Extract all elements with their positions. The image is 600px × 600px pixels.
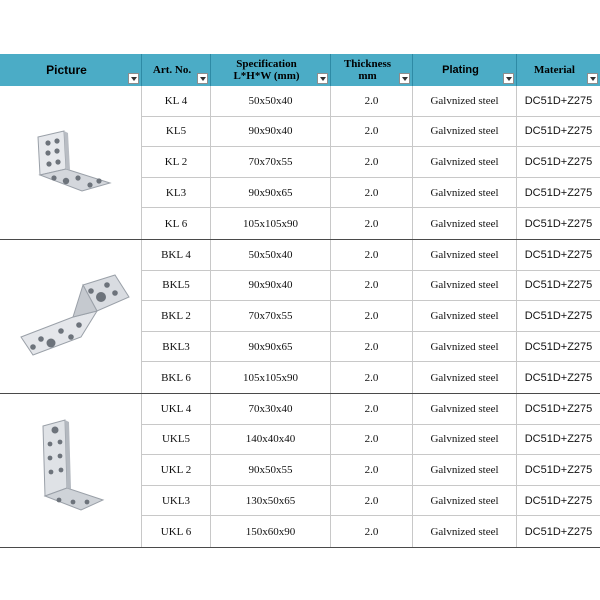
- art-no-cell: UKL 2: [142, 455, 211, 485]
- plating-cell: Galvnized steel: [413, 332, 517, 362]
- material-cell: DC51D+Z275: [524, 125, 593, 138]
- header-specification: [211, 54, 331, 86]
- thickness-cell: 2.0: [331, 455, 413, 485]
- spec-cell: 105x105x90: [211, 362, 331, 393]
- material-cell: DC51D+Z275: [524, 94, 593, 107]
- filter-dropdown-icon[interactable]: [587, 73, 598, 84]
- header-material: [517, 54, 600, 86]
- thickness-cell: 2.0: [331, 147, 413, 177]
- art-no-cell: UKL5: [142, 425, 211, 455]
- plating-cell: Galvnized steel: [413, 425, 517, 455]
- material-cell: DC51D+Z275: [524, 433, 593, 446]
- header-specification-unit: L*H*W (mm): [233, 70, 300, 82]
- header-art-no-label: Art. No.: [152, 64, 192, 76]
- material-cell: DC51D+Z275: [524, 217, 593, 230]
- art-no-cell: UKL 6: [142, 516, 211, 547]
- art-no-cell: KL 4: [142, 86, 211, 116]
- art-no-cell: BKL5: [142, 271, 211, 301]
- spec-cell: 90x90x40: [211, 117, 331, 147]
- material-cell: DC51D+Z275: [524, 371, 593, 384]
- filter-dropdown-icon[interactable]: [399, 73, 410, 84]
- header-thickness-unit: mm: [358, 70, 377, 82]
- table-row: [142, 332, 600, 363]
- thickness-cell: 2.0: [331, 178, 413, 208]
- spec-cell: 150x60x90: [211, 516, 331, 547]
- table-row: [142, 208, 600, 239]
- table-header-row: [0, 54, 600, 86]
- plating-cell: Galvnized steel: [413, 516, 517, 547]
- table-row: [142, 147, 600, 178]
- table-row: [142, 486, 600, 517]
- plating-cell: Galvnized steel: [413, 240, 517, 270]
- plating-cell: Galvnized steel: [413, 271, 517, 301]
- spec-cell: 90x50x55: [211, 455, 331, 485]
- material-cell: DC51D+Z275: [524, 155, 593, 168]
- product-table: [0, 54, 600, 548]
- header-plating: [413, 54, 517, 86]
- plating-cell: Galvnized steel: [413, 117, 517, 147]
- header-art-no: [142, 54, 211, 86]
- product-picture: [0, 240, 142, 393]
- plating-cell: Galvnized steel: [413, 394, 517, 424]
- art-no-cell: UKL 4: [142, 394, 211, 424]
- art-no-cell: BKL 4: [142, 240, 211, 270]
- material-cell: DC51D+Z275: [524, 525, 593, 538]
- table-row: [142, 455, 600, 486]
- product-group-kl: [0, 86, 600, 240]
- plating-cell: Galvnized steel: [413, 362, 517, 393]
- plating-cell: Galvnized steel: [413, 86, 517, 116]
- art-no-cell: KL 6: [142, 208, 211, 239]
- material-cell: DC51D+Z275: [524, 494, 593, 507]
- material-cell: DC51D+Z275: [524, 309, 593, 322]
- product-group-bkl: [0, 240, 600, 394]
- plating-cell: Galvnized steel: [413, 147, 517, 177]
- material-cell: DC51D+Z275: [524, 402, 593, 415]
- art-no-cell: KL5: [142, 117, 211, 147]
- thickness-cell: 2.0: [331, 117, 413, 147]
- material-cell: DC51D+Z275: [524, 279, 593, 292]
- thickness-cell: 2.0: [331, 486, 413, 516]
- spec-cell: 90x90x65: [211, 178, 331, 208]
- art-no-cell: BKL3: [142, 332, 211, 362]
- thickness-cell: 2.0: [331, 271, 413, 301]
- angle-bracket-kl-icon: [26, 123, 116, 203]
- plating-cell: Galvnized steel: [413, 301, 517, 331]
- header-thickness-label: Thickness: [343, 58, 392, 70]
- thickness-cell: 2.0: [331, 86, 413, 116]
- spec-cell: 70x70x55: [211, 301, 331, 331]
- filter-dropdown-icon[interactable]: [128, 73, 139, 84]
- art-no-cell: UKL3: [142, 486, 211, 516]
- table-row: [142, 178, 600, 209]
- table-row: [142, 425, 600, 456]
- plating-cell: Galvnized steel: [413, 178, 517, 208]
- spec-cell: 90x90x65: [211, 332, 331, 362]
- spec-cell: 90x90x40: [211, 271, 331, 301]
- spec-cell: 130x50x65: [211, 486, 331, 516]
- art-no-cell: BKL 2: [142, 301, 211, 331]
- table-row: [142, 271, 600, 302]
- thickness-cell: 2.0: [331, 425, 413, 455]
- art-no-cell: BKL 6: [142, 362, 211, 393]
- material-cell: DC51D+Z275: [524, 340, 593, 353]
- table-row: [142, 117, 600, 148]
- plating-cell: Galvnized steel: [413, 486, 517, 516]
- spec-cell: 105x105x90: [211, 208, 331, 239]
- thickness-cell: 2.0: [331, 394, 413, 424]
- header-material-label: Material: [534, 64, 575, 76]
- spec-cell: 140x40x40: [211, 425, 331, 455]
- material-cell: DC51D+Z275: [524, 463, 593, 476]
- product-picture: [0, 394, 142, 547]
- thickness-cell: 2.0: [331, 240, 413, 270]
- table-row: [142, 240, 600, 271]
- plating-cell: Galvnized steel: [413, 455, 517, 485]
- header-picture-label: Picture: [46, 63, 87, 77]
- table-row: [142, 301, 600, 332]
- thickness-cell: 2.0: [331, 332, 413, 362]
- filter-dropdown-icon[interactable]: [197, 73, 208, 84]
- header-plating-label: Plating: [442, 64, 479, 76]
- header-specification-label: Specification: [236, 58, 297, 70]
- table-row: [142, 86, 600, 117]
- group-rows: [142, 240, 600, 393]
- filter-dropdown-icon[interactable]: [317, 73, 328, 84]
- filter-dropdown-icon[interactable]: [503, 73, 514, 84]
- angle-bracket-bkl-icon: [11, 267, 131, 367]
- spec-cell: 70x30x40: [211, 394, 331, 424]
- group-rows: [142, 394, 600, 547]
- group-rows: [142, 86, 600, 239]
- thickness-cell: 2.0: [331, 208, 413, 239]
- thickness-cell: 2.0: [331, 516, 413, 547]
- angle-bracket-ukl-icon: [31, 416, 111, 526]
- product-group-ukl: [0, 394, 600, 548]
- table-row: [142, 394, 600, 425]
- header-picture: [0, 54, 142, 86]
- table-row: [142, 516, 600, 547]
- material-cell: DC51D+Z275: [524, 186, 593, 199]
- art-no-cell: KL 2: [142, 147, 211, 177]
- spec-cell: 50x50x40: [211, 86, 331, 116]
- art-no-cell: KL3: [142, 178, 211, 208]
- table-row: [142, 362, 600, 393]
- header-thickness: [331, 54, 413, 86]
- thickness-cell: 2.0: [331, 301, 413, 331]
- spec-cell: 50x50x40: [211, 240, 331, 270]
- spec-cell: 70x70x55: [211, 147, 331, 177]
- plating-cell: Galvnized steel: [413, 208, 517, 239]
- material-cell: DC51D+Z275: [524, 248, 593, 261]
- thickness-cell: 2.0: [331, 362, 413, 393]
- product-picture: [0, 86, 142, 239]
